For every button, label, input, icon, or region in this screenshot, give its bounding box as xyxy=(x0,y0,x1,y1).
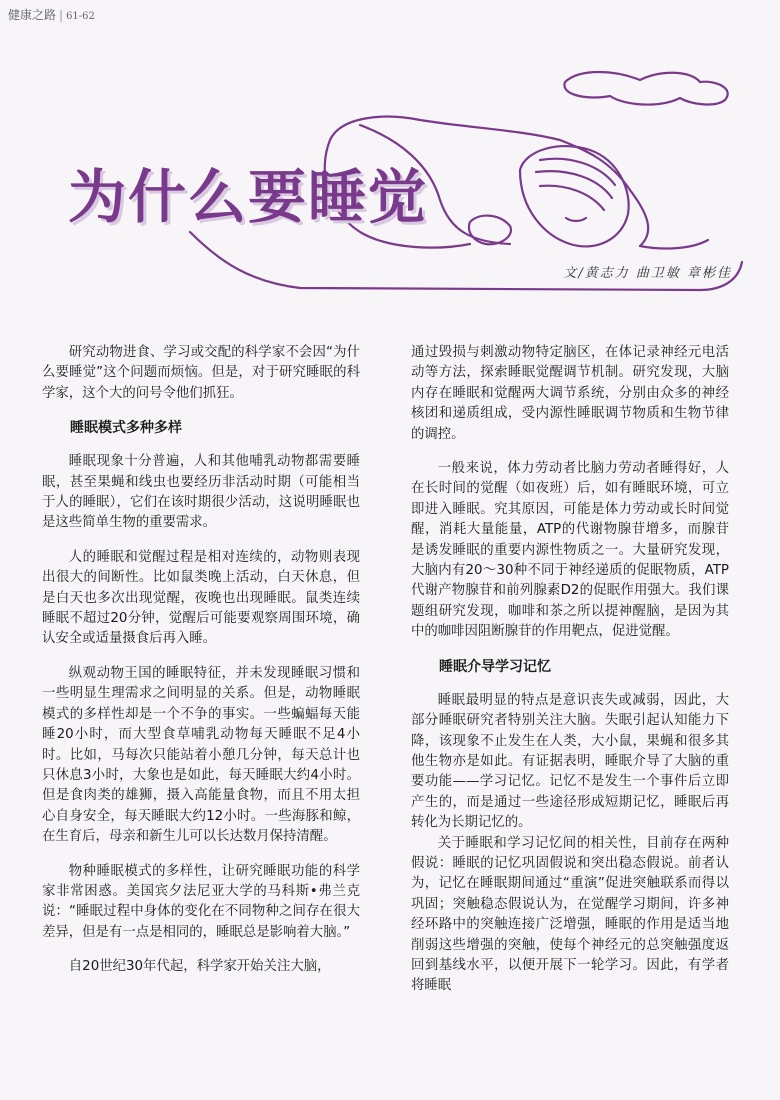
cap-stripes xyxy=(536,159,615,210)
closed-eye xyxy=(566,218,586,221)
separator: | xyxy=(59,8,64,22)
paragraph: 睡眠现象十分普遍，人和其他哺乳动物都需要睡眠，甚至果蝇和线虫也要经历非活动时期（可能相当于人的睡眠），它们在该时期很少活动，这说明睡眠也是这些简单生物的重要需求。 xyxy=(42,454,360,531)
paragraph: 物种睡眠模式的多样性，让研究睡眠功能的科学家非常困惑。美国宾夕法尼亚大学的马科斯•弗兰克说：“睡眠过程中身体的变化在不同物种之间存在很大差异，但是有一点是相同的，睡眠总是影响着大脑。” xyxy=(42,863,360,940)
paragraph: 睡眠最明显的特点是意识丧失或减弱，因此，大部分睡眠研究者特别关注大脑。失眠引起认知能力下降，该现象不止发生在人类，大小鼠，果蝇和很多其他生物亦是如此。有证据表明，睡眠介导了大脑的重要功能——学习记忆。记忆不是发生一个事件后立即产生的，而是通过一些途径形成短期记忆，睡眠后再转化为长期记忆的。 xyxy=(411,692,729,831)
section-heading: 睡眠模式多种多样 xyxy=(70,420,182,437)
section-heading: 睡眠介导学习记忆 xyxy=(439,658,551,675)
article-title: 为什么要睡觉 xyxy=(68,163,429,231)
page-numbers: 61-62 xyxy=(66,11,95,22)
paragraph: 纵观动物王国的睡眠特征，并未发现睡眠习惯和一些明显生理需求之间明显的关系。但是，动物睡眠模式的多样性却是一个不争的事实。一些蝙蝠每天能睡20小时，而大型食草哺乳动物每天睡眠不足4小时。比如，马每次只能站着小憩几分钟，每天总计也只休息3小时，大象也是如此，每天睡眠大约4小时。但是食肉类的雄狮，摄入高能量食物，而且不用太担心自身安全，每天睡眠大约12小时。一些海豚和鲸，在生育后，母亲和新生儿可以长达数月保持清醒。 xyxy=(42,665,360,845)
thought-swirl xyxy=(564,72,727,105)
paragraph: 通过毁损与刺激动物特定脑区，在体记录神经元电活动等方法，探索睡眠觉醒调节机制。研究发现，大脑内存在睡眠和觉醒两大调节系统，分别由众多的神经核团和递质组成，受内源性睡眠调节物质和生物节律的调控。 xyxy=(411,345,729,442)
mattress-line xyxy=(190,232,742,290)
paragraph: 关于睡眠和学习记忆间的相关性，目前存在两种假说：睡眠的记忆巩固假说和突出稳态假说。前者认为，记忆在睡眠期间通过“重演”促进突触联系而得以巩固；突触稳态假说认为，在觉醒学习期间，许多神经环路中的突触连接广泛增强，睡眠的作用是适当地削弱这些增强的突触，使每个神经元的总突触强度返回到基线水平，以便开展下一轮学习。因此，有学者将睡眠 xyxy=(411,835,729,994)
paragraph: 人的睡眠和觉醒过程是相对连续的，动物则表现出很大的间断性。比如鼠类晚上活动，白天休息，但是白天也多次出现觉醒，夜晚也出现睡眠。鼠类连续睡眠不超过20分钟，觉醒后可能要观察周围环境，确认安全或适量摄食后再入睡。 xyxy=(42,549,360,647)
right-column xyxy=(411,343,729,1011)
journal-name: 健康之路 xyxy=(8,8,57,22)
paragraph: 自20世纪30年代起，科学家开始关注大脑， xyxy=(68,959,331,975)
hand-outline xyxy=(469,216,511,245)
left-column xyxy=(42,343,360,992)
pillow-line xyxy=(640,240,708,248)
author-byline: 文/黄志力 曲卫敏 章彬佳 xyxy=(563,266,732,281)
paragraph: 一般来说，体力劳动者比脑力劳动者睡得好，人在长时间的觉醒（如夜班）后，如有睡眠环境，可立即进入睡眠。究其原因，可能是体力劳动或长时间觉醒，消耗大量能量，ATP的代谢物腺苷增多，而腺苷是诱发睡眠的重要内源性物质之一。大量研究发现，大脑内有20～30种不同于神经递质的促眠物质，ATP代谢产物腺苷和前列腺素D2的促眠作用强大。我们课题组研究发现，咖啡和茶之所以提神醒脑，是因为其中的咖啡因阻断腺苷的作用靶点，促进觉醒。 xyxy=(411,461,729,640)
paragraph: 研究动物进食、学习或交配的科学家不会因“为什么要睡觉”这个问题而烦恼。但是，对于研究睡眠的科学家，这个大的问号令他们抓狂。 xyxy=(42,345,360,401)
